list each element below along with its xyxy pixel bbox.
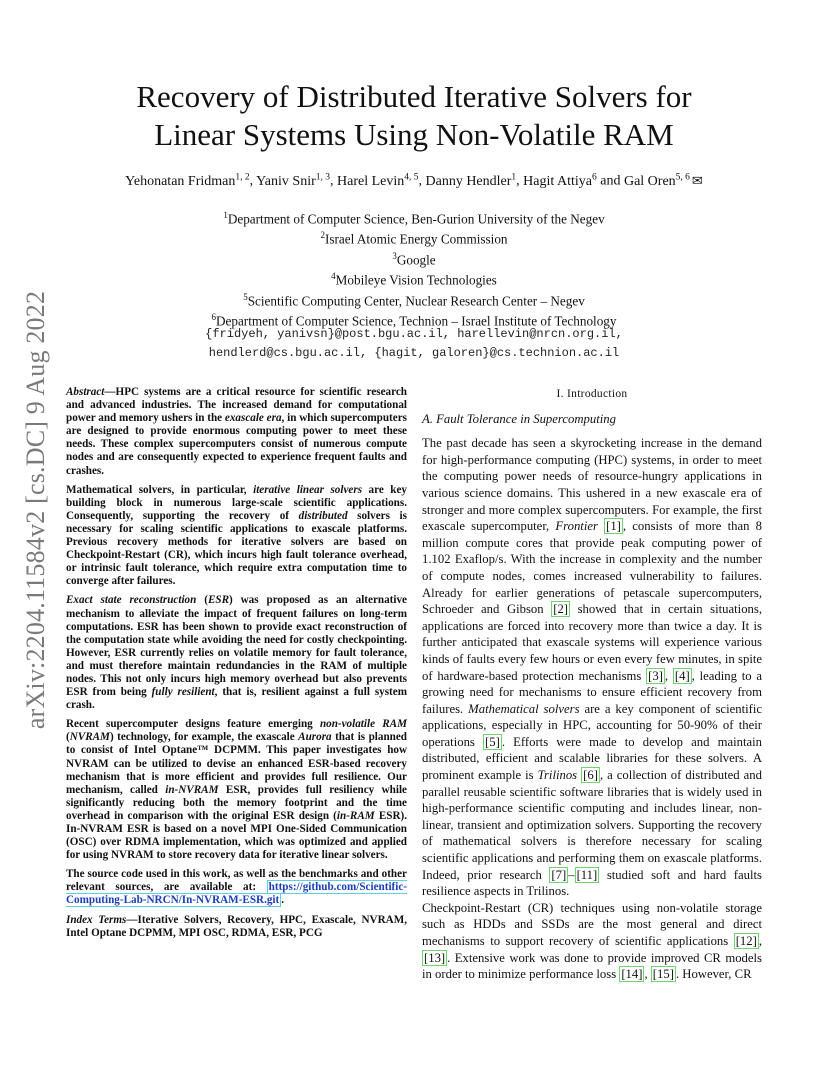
citation-link[interactable]: [6] (583, 768, 598, 783)
affiliation: $^1$Department of Computer Science, Ben-Gurion University of the Negev (223, 210, 605, 227)
citation-link[interactable]: [15] (652, 967, 674, 982)
envelope-icon[interactable]: ✉ (691, 172, 703, 188)
abstract-paragraph: Exact state reconstruction (ESR) was proposed as an alternative mechanism to alleviate the impact of frequent failures on long-term computations. ESR has been shown to provide exact reconstruction of the computation state while avoiding the need for costly checkpointing. However, ESR currently relies on volatile memory for fault tolerance, and must therefore maintain redundancies in the RAM of multiple nodes. This not only incurs high memory overhead but also prevents ESR from being fully resilient, that is, resilient against a full system crash. (66, 594, 407, 712)
abstract-paragraph: Mathematical solvers, in particular, iterative linear solvers are key building block in numerous large-scale scientific applications. Consequently, supporting the recovery of distributed solvers is necessary for scaling scientific applications to exascale platforms. Previous recovery methods for iterative solvers are based on Checkpoint-Restart (CR), which incurs high fault tolerance overhead, or intrinsic fault tolerance, which require extra computation time to converge after failures. (66, 483, 407, 588)
affiliation-list (0, 207, 828, 329)
citation-link[interactable]: [11] (576, 867, 598, 882)
arxiv-identifier: arXiv:2204.11584v2 [cs.DC] 9 Aug 2022 (21, 290, 50, 730)
affiliation: $^5$Scientific Computing Center, Nuclear Research Center – Negev (243, 291, 585, 308)
author: Harel Levin$^{4, 5}$ (337, 172, 419, 189)
citation-link[interactable]: [13] (424, 950, 446, 965)
author: Yaniv Snir$^{1, 3}$ (256, 172, 330, 189)
body-paragraph: Checkpoint-Restart (CR) techniques using non-volatile storage such as HDDs and SSDs are the most general and direct mechanisms to support recovery of scientific applications [12] , [13] . Extensive work was done to provide improved CR models in order to minimize performance loss [14] , [15] . However, CR (422, 900, 762, 982)
author: Danny Hendler$^1$ (425, 172, 517, 189)
section-heading: I. Introduction (556, 388, 628, 400)
abstract (66, 386, 407, 946)
introduction (422, 386, 762, 983)
paper-title (0, 78, 828, 154)
affiliation: $^2$Israel Atomic Energy Commission (320, 230, 508, 247)
citation-link[interactable]: [1] (606, 519, 621, 534)
arxiv-sidebar (0, 0, 70, 1072)
citation-link[interactable]: [2] (553, 602, 569, 617)
abstract-paragraph: Recent supercomputer designs feature emerging non-volatile RAM (NVRAM) technology, for example, the exascale Aurora that is planned to consist of Intel Optane™ DCPMM. This paper investigates how NVRAM can be utilized to devise an enhanced ESR-based recovery mechanism that is more efficient and provides full resilience. Our mechanism, called in-NVRAM ESR, provides full resiliency while significantly reducing both the memory footprint and the time overhead in comparison with the original ESR design (in-RAM ESR). In-NVRAM ESR is based on a novel MPI One-Sided Communication (OSC) over RDMA implementation, which was optimized and applied for using NVRAM to store recovery data for iterative linear solvers. (66, 718, 408, 862)
citation-link[interactable]: [12] (735, 934, 757, 948)
email-list (0, 325, 828, 363)
title-line-2: Linear Systems Using Non-Volatile RAM (154, 117, 674, 152)
author-list: Yehonatan Fridman$^{1, 2}$, Yaniv Snir$^{1, 3}$, Harel Levin$^{4, 5}$, Danny Hendler$^1$, Hagit Attiya$^6$ and Gal Oren$^{5, 6}$ ✉ (125, 172, 703, 189)
author: Yehonatan Fridman$^{1, 2}$ (125, 172, 250, 189)
author: Gal Oren$^{5, 6}$ (623, 172, 690, 189)
citation-link[interactable]: [4] (674, 668, 690, 683)
abstract-paragraph: The source code used in this work, as well as the benchmarks and other relevant sources, are available at: https://github.com/Scientific-Computing-Lab-NRCN/In-NVRAM-ESR.git . (66, 868, 407, 907)
source-code-link[interactable]: https://github.com/Scientific-Computing-Lab-NRCN/In-NVRAM-ESR.git (66, 881, 407, 907)
abstract-paragraph: Abstract—HPC systems are a critical resource for scientific research and advanced industries. The increased demand for computational power and memory ushers in the exascale era, in which supercomputers are designed to provide enormous computing power to meet these needs. These complex supercomputers consist of numerous compute nodes and are consequently expected to experience frequent faults and crashes. (66, 386, 407, 477)
citation-link[interactable]: [7] (551, 867, 567, 882)
citation-link[interactable]: [3] (648, 668, 663, 683)
citation-link[interactable]: [14] (621, 967, 643, 982)
body-paragraph: The past decade has seen a skyrocketing increase in the demand for high-performance computing (HPC) systems, in order to meet the computing power needs of resource-hungry applications in various science domains. This ushered in a new exascale era of stronger and more complex supercomputers. For example, the first exascale supercomputer, Frontier [1] , consists of more than 8 million compute cores that provide peak computing power of 1.102 Exaflop/s. With the increase in complexity and the number of compute nodes, comes increased vulnerability to failures. Already for earlier generations of petascale supercomputers, Schroeder and Gibson [2] showed that in certain situations, applications are forced into recovery more than twice a day. It is further anticipated that exascale systems will experience various kinds of faults every few hours or even every few minutes, in spite of hardware-based protection mechanisms [3] , [4] , leading to a growing need for mechanisms to ensure efficient recovery from failures. Mathematical solvers are a key component of scientific applications, especially in HPC, accounting for 50-90% of their operations [5] . Efforts were made to develop and maintain distributed, efficient and scalable libraries for these solvers. A prominent example is Trilinos [6] , a collection of distributed and parallel reusable scientific software libraries that is widely used in high-performance scientific computing and includes linear, non-linear, transient and optimization solvers. Supporting the recovery of mathematical solvers is therefore necessary for scaling scientific applications and performing them on exascale platforms. Indeed, prior research [7] – [11] studied soft and hard faults resilience aspects in Trilinos. (422, 436, 762, 899)
subsection-heading: A. Fault Tolerance in Supercomputing (422, 411, 616, 426)
affiliation: $^3$Google (392, 250, 436, 268)
title-line-1: Recovery of Distributed Iterative Solvers for (136, 79, 692, 114)
affiliation: $^4$Mobileye Vision Technologies (331, 271, 497, 288)
index-terms: Index Terms—Iterative Solvers, Recovery, HPC, Exascale, NVRAM, Intel Optane DCPMM, MPI OSC, RDMA, ESR, PCG (66, 913, 407, 939)
citation-link[interactable]: [5] (485, 734, 500, 749)
affiliation: $^6$Department of Computer Science, Technion – Israel Institute of Technology (211, 311, 617, 329)
email-line-1: {fridyeh, yanivsn}@post.bgu.ac.il, harellevin@nrcn.org.il, (205, 327, 623, 341)
author: Hagit Attiya$^6$ (523, 172, 597, 189)
email-line-2: hendlerd@cs.bgu.ac.il, {hagit, galoren}@cs.technion.ac.il (208, 346, 620, 360)
